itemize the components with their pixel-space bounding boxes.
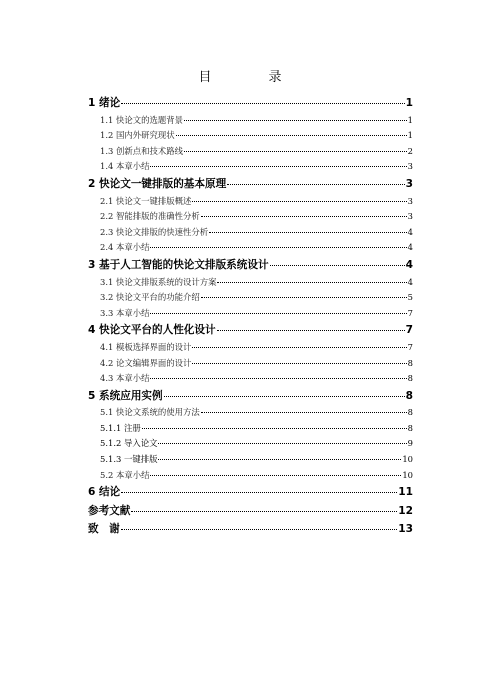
toc-entry[interactable]	[88, 453, 413, 469]
toc-entry-title: 4.3 本章小结	[100, 373, 150, 384]
toc-entry[interactable]	[88, 160, 413, 176]
toc-leader-dots	[184, 120, 407, 121]
toc-entry-title: 6 结论	[88, 486, 121, 499]
toc-entry-page-number: 8	[405, 389, 413, 402]
toc-entry-page-number: 5	[407, 292, 413, 303]
toc-entry-title: 4 快论文平台的人性化设计	[88, 324, 216, 337]
toc-entry-title: 参考文献	[88, 504, 131, 517]
toc-leader-dots	[227, 184, 404, 185]
toc-entry-page-number: 8	[407, 373, 413, 384]
page-title: 目 录	[198, 70, 304, 85]
toc-entry-title: 1.1 快论文的选题背景	[100, 114, 183, 125]
toc-entry[interactable]	[88, 114, 413, 130]
table-of-contents	[88, 95, 413, 540]
toc-leader-dots	[176, 135, 407, 136]
toc-leader-dots	[121, 529, 397, 530]
toc-entry-title: 3.3 本章小结	[100, 307, 150, 318]
toc-leader-dots	[217, 330, 405, 331]
toc-entry[interactable]	[88, 521, 413, 540]
toc-entry-title: 4.2 论文编辑界面的设计	[100, 357, 192, 368]
toc-entry-title: 5 系统应用实例	[88, 389, 163, 402]
toc-leader-dots	[201, 216, 407, 217]
toc-entry-page-number: 4	[407, 226, 413, 237]
toc-entry-title: 5.1.1 注册	[100, 422, 141, 433]
toc-leader-dots	[164, 396, 405, 397]
toc-entry[interactable]	[88, 357, 413, 373]
toc-entry-page-number: 10	[402, 454, 413, 465]
toc-entry[interactable]	[88, 341, 413, 357]
toc-entry-page-number: 3	[407, 211, 413, 222]
toc-leader-dots	[150, 378, 406, 379]
toc-entry-page-number: 13	[398, 523, 413, 536]
toc-leader-dots	[121, 492, 397, 493]
toc-entry-title: 1.3 创新点和技术路线	[100, 145, 183, 156]
toc-entry[interactable]	[88, 437, 413, 453]
toc-entry-title: 5.1 快论文系统的使用方法	[100, 407, 200, 418]
toc-entry-page-number: 8	[407, 422, 413, 433]
toc-leader-dots	[158, 459, 401, 460]
toc-entry[interactable]	[88, 307, 413, 323]
toc-entry-page-number: 4	[407, 242, 413, 253]
toc-entry[interactable]	[88, 322, 413, 341]
toc-entry[interactable]	[88, 176, 413, 195]
toc-entry-title: 2.2 智能排版的准确性分析	[100, 211, 200, 222]
toc-entry-page-number: 1	[405, 97, 413, 109]
toc-leader-dots	[192, 347, 406, 348]
toc-leader-dots	[217, 282, 406, 283]
toc-entry-title: 5.2 本章小结	[100, 469, 150, 480]
toc-leader-dots	[158, 443, 406, 444]
toc-entry[interactable]	[88, 145, 413, 161]
toc-leader-dots	[201, 297, 407, 298]
toc-entry[interactable]	[88, 503, 413, 522]
toc-entry[interactable]	[88, 406, 413, 422]
toc-entry-title: 1.2 国内外研究现状	[100, 130, 175, 141]
toc-entry-page-number: 11	[398, 486, 413, 499]
toc-leader-dots	[121, 103, 404, 104]
toc-entry-page-number: 7	[407, 307, 413, 318]
toc-leader-dots	[201, 412, 407, 413]
toc-entry-title: 2 快论文一键排版的基本原理	[88, 177, 227, 190]
toc-entry-page-number: 7	[405, 324, 413, 337]
toc-entry[interactable]	[88, 226, 413, 242]
toc-entry-title: 致 谢	[88, 523, 120, 536]
toc-entry-page-number: 4	[405, 258, 413, 271]
toc-entry-page-number: 3	[405, 177, 413, 190]
toc-leader-dots	[131, 511, 397, 512]
toc-entry-page-number: 1	[407, 114, 413, 125]
toc-entry-title: 1.4 本章小结	[100, 161, 150, 172]
toc-entry-page-number: 1	[407, 130, 413, 141]
toc-entry[interactable]	[88, 469, 413, 485]
toc-leader-dots	[270, 265, 405, 266]
toc-entry-title: 3 基于人工智能的快论文排版系统设计	[88, 258, 269, 271]
toc-entry[interactable]	[88, 372, 413, 388]
toc-entry-page-number: 4	[407, 276, 413, 287]
toc-entry-page-number: 10	[402, 469, 413, 480]
toc-entry[interactable]	[88, 422, 413, 438]
toc-entry-page-number: 8	[407, 357, 413, 368]
toc-leader-dots	[150, 247, 406, 248]
toc-leader-dots	[150, 313, 406, 314]
toc-entry-page-number: 2	[407, 145, 413, 156]
toc-entry[interactable]	[88, 241, 413, 257]
toc-entry-page-number: 9	[407, 438, 413, 449]
toc-leader-dots	[192, 201, 406, 202]
toc-leader-dots	[184, 151, 407, 152]
toc-leader-dots	[150, 166, 406, 167]
toc-entry[interactable]	[88, 95, 413, 114]
toc-leader-dots	[142, 428, 407, 429]
toc-entry[interactable]	[88, 129, 413, 145]
toc-entry-page-number: 3	[407, 195, 413, 206]
toc-leader-dots	[209, 232, 407, 233]
toc-entry-title: 3.2 快论文平台的功能介绍	[100, 292, 200, 303]
toc-entry-title: 2.4 本章小结	[100, 242, 150, 253]
toc-entry-page-number: 7	[407, 341, 413, 352]
toc-entry-page-number: 12	[398, 504, 413, 517]
toc-entry[interactable]	[88, 291, 413, 307]
toc-entry-title: 3.1 快论文排版系统的设计方案	[100, 276, 217, 287]
toc-entry-title: 5.1.3 一键排版	[100, 454, 158, 465]
toc-leader-dots	[192, 363, 406, 364]
toc-entry-title: 1 绪论	[88, 97, 121, 109]
toc-entry[interactable]	[88, 484, 413, 503]
toc-leader-dots	[150, 475, 401, 476]
toc-entry-page-number: 3	[407, 161, 413, 172]
toc-entry-title: 2.3 快论文排版的快速性分析	[100, 226, 209, 237]
toc-entry[interactable]	[88, 388, 413, 407]
toc-entry-title: 2.1 快论文一键排版概述	[100, 195, 192, 206]
toc-entry[interactable]	[88, 257, 413, 276]
toc-entry-page-number: 8	[407, 407, 413, 418]
toc-entry-title: 5.1.2 导入论文	[100, 438, 158, 449]
toc-entry-title: 4.1 模板选择界面的设计	[100, 341, 192, 352]
toc-entry[interactable]	[88, 210, 413, 226]
toc-entry[interactable]	[88, 276, 413, 292]
toc-entry[interactable]	[88, 195, 413, 211]
